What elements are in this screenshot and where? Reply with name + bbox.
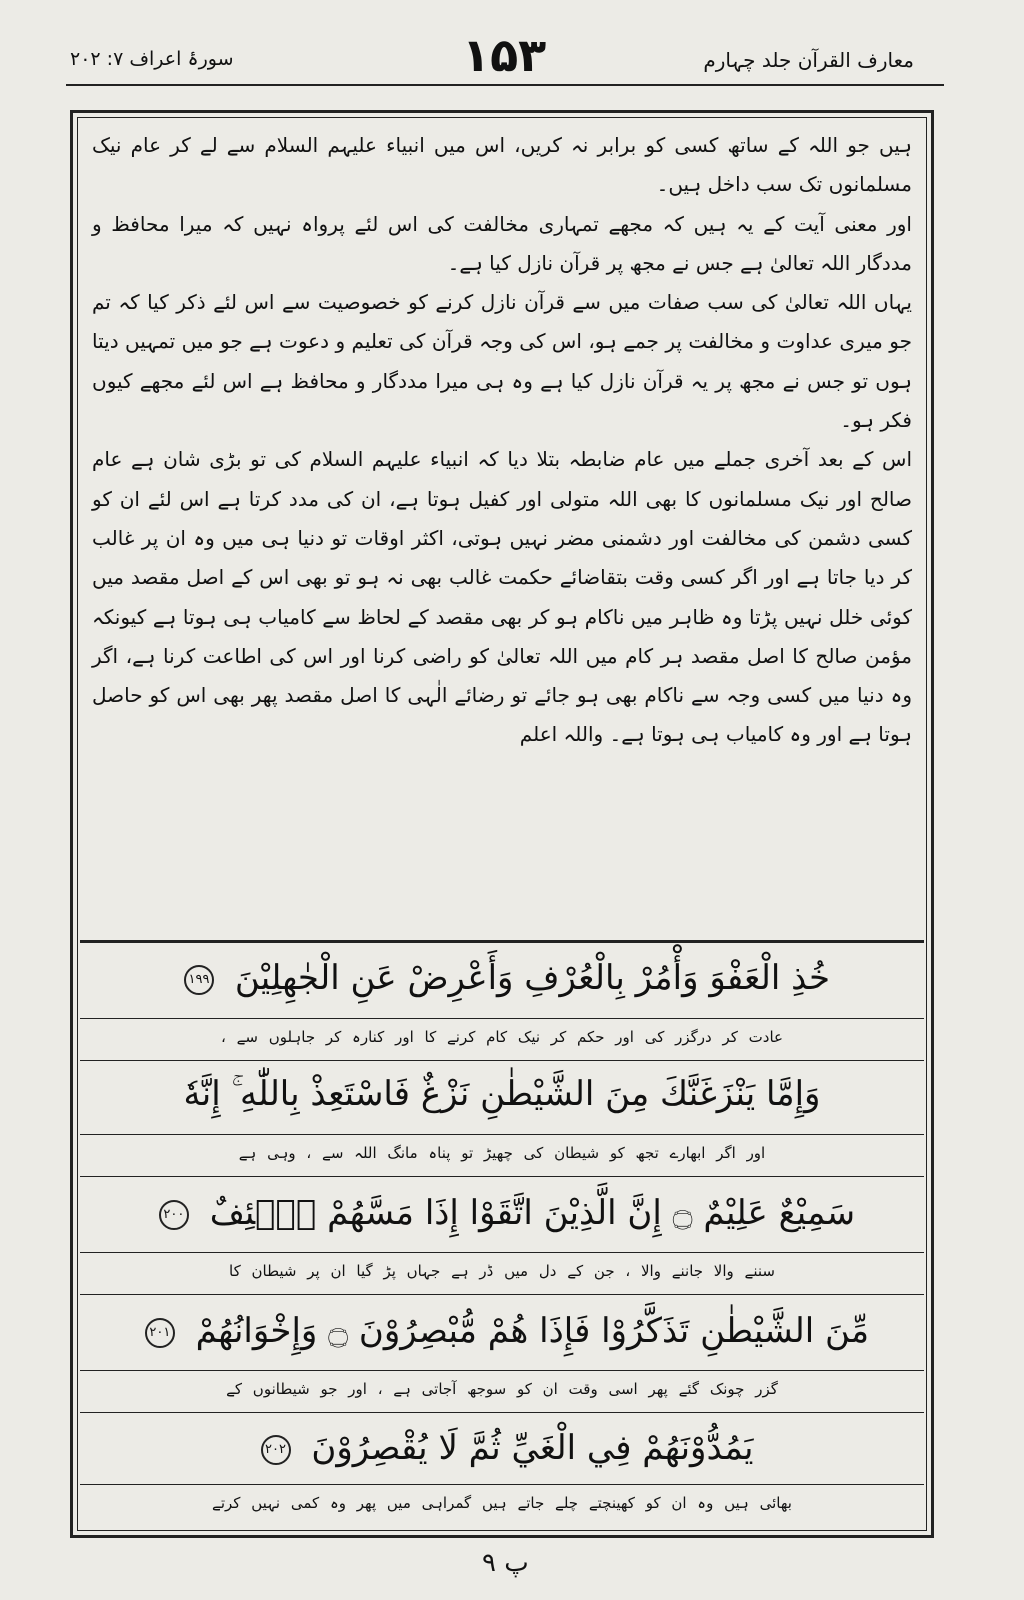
translation-line: اور اگر ابھارے تجھ کو شیطان کی چھیڑ تو پناہ مانگ اللہ سے ، وہی ہے [238, 1144, 766, 1162]
page-number: ۱۵۳ [462, 28, 547, 82]
commentary-paragraph: اور معنی آیت کے یہ ہیں کہ مجھے تمہاری مخالفت کی اس لئے پرواہ نہیں کہ میرا محافظ و مددگار اللہ تعالیٰ ہے جس نے مجھ پر قرآن نازل کیا ہے۔ [92, 211, 912, 275]
section-separator [80, 940, 924, 943]
commentary-paragraph: اس کے بعد آخری جملے میں عام ضابطہ بتلا دیا کہ انبیاء علیہم السلام کی تو بڑی شان ہے عام صالح اور نیک مسلمانوں کا بھی اللہ متولی اور کفیل ہوتا ہے، ان کی مدد کرتا ہے اس لئے ان کو کسی دشمن کی مخالفت اور دشمنی مضر نہیں ہوتی، اکثر اوقات تو دنیا ہی میں وہ ان پر غالب کر دیا جاتا ہے اور اگر کسی وقت بتقاضائے حکمت غالب بھی نہ ہو تو بھی اس کے اصل مقصد میں کوئی خلل نہیں پڑتا وہ ظاہر میں ناکام ہو کر بھی مقصد کے لحاظ سے کامیاب ہی ہوتا ہے کیونکہ مؤمن صالح کا اصل مقصد ہر کام میں اللہ تعالیٰ کو راضی کرنا اور اس کی اطاعت کرنا ہے، اگر وہ دنیا میں کسی وجہ سے ناکام بھی ہو جائے تو رضائے الٰہی کا اصل مقصد پھر بھی اس کو حاصل ہوتا ہے اور وہ کامیاب ہی ہوتا ہے۔ واللہ اعلم [92, 447, 912, 747]
ayah-line [80, 958, 924, 998]
book-title: معارف القرآن جلد چہارم [703, 48, 914, 72]
line-separator [80, 1060, 924, 1061]
ayah-line [80, 1310, 924, 1351]
translation-line: بھائی ہیں وہ ان کو کھینچتے چلے جاتے ہیں گمراہی میں پھر وہ کمی نہیں کرتے [212, 1494, 792, 1512]
ayah-text: سَمِيْعٌ عَلِيْمٌ ۝ إِنَّ الَّذِيْنَ اتَّقَوْا إِذَا مَسَّهُمْ طٰۤئِفٌ [209, 1193, 856, 1233]
ayah-number-marker: ۲۰۱ [145, 1318, 175, 1348]
line-separator [80, 1134, 924, 1135]
ayah-number-marker: ۱۹۹ [184, 965, 214, 995]
line-separator [80, 1370, 924, 1371]
ayah-number-marker: ۲۰۲ [261, 1435, 291, 1465]
ayah-line [80, 1192, 924, 1233]
ayah-number-marker: ۲۰۰ [159, 1200, 189, 1230]
commentary-paragraph: ہیں جو اللہ کے ساتھ کسی کو برابر نہ کریں، اس میں انبیاء علیہم السلام سے لے کر عام نیک مسلمانوں تک سب داخل ہیں۔ [92, 133, 912, 197]
line-separator [80, 1176, 924, 1177]
commentary-paragraph: یہاں اللہ تعالیٰ کی سب صفات میں سے قرآن نازل کرنے کو خصوصیت سے اس لئے ذکر کیا کہ تم جو میری عداوت و مخالفت پر جمے ہو، اس کی وجہ قرآن کی تعلیم و دعوت ہے جو میں تمہیں دیتا ہوں تو جس نے مجھ پر یہ قرآن نازل کیا ہے وہ ہی میرا مددگار و محافظ ہے اس لئے مجھے کیوں فکر ہو۔ [92, 290, 912, 433]
line-separator [80, 1294, 924, 1295]
line-separator [80, 1412, 924, 1413]
ayah-line [80, 1074, 924, 1114]
line-separator [80, 1484, 924, 1485]
para-marker: پ ۹ [482, 1548, 529, 1578]
translation-line: سننے والا جاننے والا ، جن کے دل میں ڈر ہے جہاں پڑ گیا ان پر شیطان کا [229, 1262, 775, 1280]
ayah-text: خُذِ الْعَفْوَ وَأْمُرْ بِالْعُرْفِ وَأَعْرِضْ عَنِ الْجٰهِلِيْنَ [234, 958, 830, 998]
line-separator [80, 1252, 924, 1253]
translation-line: عادت کر درگزر کی اور حکم کر نیک کام کرنے کا اور کنارہ کر جاہلوں سے ، [221, 1028, 783, 1046]
ayah-text: مِّنَ الشَّيْطٰنِ تَذَكَّرُوْا فَإِذَا هُمْ مُّبْصِرُوْنَ ۝ وَإِخْوَانُهُمْ [195, 1311, 870, 1351]
ayah-text: يَمُدُّوْنَهُمْ فِي الْغَيِّ ثُمَّ لَا يُقْصِرُوْنَ [311, 1428, 754, 1468]
commentary-block [92, 126, 912, 755]
translation-line: گزر چونک گئے پھر اسی وقت ان کو سوجھ آجاتی ہے ، اور جو شیطانوں کے [226, 1380, 778, 1398]
header-rule [66, 84, 944, 86]
ayah-line [80, 1428, 924, 1468]
surah-header: سورۂ اعراف ۷: ۲۰۲ [70, 48, 234, 70]
line-separator [80, 1018, 924, 1019]
ayah-text: وَإِمَّا يَنْزَغَنَّكَ مِنَ الشَّيْطٰنِ نَزْغٌ فَاسْتَعِذْ بِاللّٰهِ ۚ إِنَّهٗ [183, 1074, 821, 1114]
